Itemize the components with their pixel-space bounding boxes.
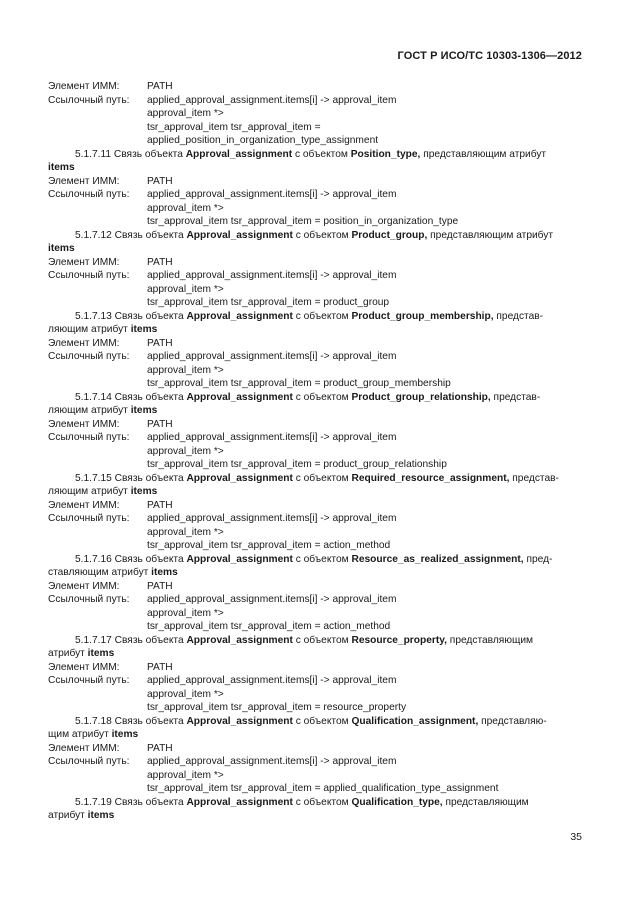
imm-element-row (48, 80, 582, 94)
heading-term: Approval_assignment (186, 391, 293, 403)
heading-term: Position_type, (350, 148, 421, 160)
reference-path-value: applied_approval_assignment.items[i] -> approval_item (147, 270, 397, 281)
imm-element-row (48, 337, 582, 351)
imm-value: PATH (147, 499, 173, 511)
heading-term: Approval_assignment (186, 229, 293, 241)
heading-text: с объектом (292, 796, 352, 808)
section-heading (48, 634, 582, 648)
imm-label: Элемент ИММ: (48, 742, 120, 754)
reference-path-label: Ссылочный путь: (48, 351, 130, 362)
reference-path-continuation: tsr_approval_item tsr_approval_item = action_method (147, 540, 391, 551)
section-heading-continuation (48, 485, 582, 499)
imm-element-row (48, 256, 582, 270)
document-body (48, 80, 582, 823)
reference-path-row (48, 512, 582, 526)
heading-text: 5.1.7.15 Связь объекта (75, 472, 187, 484)
reference-path-value: applied_approval_assignment.items[i] -> approval_item (147, 94, 397, 106)
heading-text: с объектом (292, 715, 352, 727)
reference-path-label: Ссылочный путь: (48, 675, 130, 686)
heading-term: Approval_assignment (186, 472, 293, 484)
reference-path-label: Ссылочный путь: (48, 513, 130, 524)
heading-text: с объектом (292, 391, 352, 403)
heading-term: items (48, 243, 75, 254)
section-heading-continuation (48, 566, 582, 580)
section-heading-continuation (48, 323, 582, 337)
standard-header: ГОСТ Р ИСО/ТС 10303-1306—2012 (397, 50, 582, 62)
reference-path-continuation: tsr_approval_item tsr_approval_item = product_group (147, 297, 390, 308)
heading-term: Approval_assignment (186, 310, 293, 322)
heading-text: представ- (509, 472, 559, 484)
imm-element-row (48, 661, 582, 675)
heading-text: щим атрибут (48, 729, 112, 740)
heading-term: Product_group, (351, 229, 428, 241)
heading-text: представляю- (478, 715, 547, 727)
reference-path-value: applied_approval_assignment.items[i] -> approval_item (147, 432, 397, 443)
section-heading (48, 796, 582, 810)
heading-term: Approval_assignment (185, 148, 293, 160)
heading-term: Qualification_type, (351, 796, 443, 808)
heading-term: items (130, 405, 158, 416)
heading-term: Product_group_relationship, (351, 391, 491, 403)
imm-label: Элемент ИММ: (48, 81, 120, 92)
heading-text: 5.1.7.19 Связь объекта (75, 796, 187, 808)
reference-path-value: applied_approval_assignment.items[i] -> approval_item (147, 594, 397, 605)
heading-text: 5.1.7.18 Связь объекта (75, 715, 187, 727)
section-heading-continuation (48, 809, 582, 823)
section-heading (48, 229, 582, 243)
section-heading (48, 553, 582, 567)
section-heading-continuation (48, 404, 582, 418)
heading-text: с объектом (292, 472, 352, 484)
section-heading (48, 148, 582, 162)
imm-value: PATH (147, 256, 173, 268)
imm-label: Элемент ИММ: (48, 418, 120, 430)
imm-value: PATH (147, 418, 173, 430)
heading-text: 5.1.7.13 Связь объекта (75, 310, 187, 322)
heading-text: представляющим (442, 796, 529, 808)
imm-label: Элемент ИММ: (48, 256, 120, 268)
reference-path-row (48, 431, 582, 445)
section-heading (48, 715, 582, 729)
reference-path-row (48, 593, 582, 607)
heading-text: с объектом (292, 148, 351, 160)
reference-path-continuation: tsr_approval_item tsr_approval_item = resource_property (147, 702, 407, 713)
reference-path-continuation: tsr_approval_item tsr_approval_item = position_in_organization_type (147, 216, 459, 227)
reference-path-continuation: approval_item *> (147, 445, 224, 457)
heading-text: представляющим атрибут (427, 229, 554, 241)
reference-path-value: applied_approval_assignment.items[i] -> approval_item (147, 675, 397, 686)
heading-text: представ- (493, 310, 544, 322)
imm-value: PATH (147, 742, 173, 754)
imm-value: PATH (147, 175, 173, 187)
heading-text: ляющим атрибут (48, 486, 131, 497)
heading-term: Resource_property, (351, 634, 447, 646)
reference-path-continuation: approval_item *> (147, 526, 224, 538)
heading-text: ляющим атрибут (48, 324, 131, 335)
reference-path-continuation: applied_position_in_organization_type_assignment (147, 135, 379, 146)
heading-text: ставляющим атрибут (48, 567, 152, 578)
heading-text: с объектом (292, 634, 352, 646)
reference-path-value: applied_approval_assignment.items[i] -> approval_item (147, 351, 397, 362)
heading-term: Approval_assignment (186, 634, 293, 646)
imm-value: PATH (147, 661, 173, 673)
heading-term: Approval_assignment (186, 553, 293, 565)
reference-path-label: Ссылочный путь: (48, 270, 130, 281)
heading-text: представляющим (446, 634, 534, 646)
imm-value: PATH (147, 580, 173, 592)
heading-text: с объектом (292, 229, 352, 241)
heading-text: 5.1.7.11 Связь объекта (75, 148, 186, 160)
section-heading-continuation (48, 161, 582, 175)
imm-label: Элемент ИММ: (48, 499, 120, 511)
reference-path-label: Ссылочный путь: (48, 189, 130, 200)
heading-term: items (130, 486, 158, 497)
heading-text: с объектом (292, 310, 352, 322)
section-heading (48, 391, 582, 405)
reference-path-value: applied_approval_assignment.items[i] -> approval_item (147, 756, 397, 767)
reference-path-continuation: tsr_approval_item tsr_approval_item = action_method (147, 621, 391, 632)
heading-text: 5.1.7.14 Связь объекта (75, 391, 187, 403)
reference-path-continuation: approval_item *> (147, 108, 224, 119)
reference-path-row (48, 188, 582, 202)
reference-path-row (48, 94, 582, 108)
imm-label: Элемент ИММ: (48, 175, 120, 187)
reference-path-label: Ссылочный путь: (48, 432, 130, 443)
heading-term: items (48, 162, 75, 173)
reference-path-value: applied_approval_assignment.items[i] -> approval_item (147, 513, 397, 524)
heading-text: атрибут (48, 810, 88, 821)
imm-label: Элемент ИММ: (48, 580, 120, 592)
heading-term: Approval_assignment (186, 796, 293, 808)
reference-path-continuation: approval_item *> (147, 769, 224, 781)
reference-path-row (48, 755, 582, 769)
reference-path-label: Ссылочный путь: (48, 94, 130, 106)
heading-term: items (130, 324, 158, 335)
reference-path-row (48, 674, 582, 688)
heading-term: Product_group_membership, (351, 310, 494, 322)
reference-path-continuation: approval_item *> (147, 688, 224, 700)
imm-element-row (48, 499, 582, 513)
section-heading-continuation (48, 242, 582, 256)
page-number: 35 (570, 831, 582, 843)
reference-path-continuation: approval_item *> (147, 364, 224, 376)
reference-path-continuation: approval_item *> (147, 607, 224, 619)
section-heading (48, 472, 582, 486)
imm-label: Элемент ИММ: (48, 337, 120, 349)
heading-term: Resource_as_realized_assignment, (351, 553, 524, 565)
heading-text: ляющим атрибут (48, 405, 131, 416)
reference-path-continuation: tsr_approval_item tsr_approval_item = applied_qualification_type_assignment (147, 783, 499, 794)
heading-text: 5.1.7.12 Связь объекта (75, 229, 187, 241)
heading-term: items (87, 810, 115, 821)
section-heading-continuation (48, 728, 582, 742)
reference-path-continuation: approval_item *> (147, 202, 224, 214)
reference-path-continuation: tsr_approval_item tsr_approval_item = product_group_relationship (147, 459, 447, 470)
reference-path-label: Ссылочный путь: (48, 594, 130, 605)
heading-term: items (151, 567, 178, 578)
heading-text: 5.1.7.16 Связь объекта (75, 553, 187, 565)
reference-path-row (48, 269, 582, 283)
section-heading-continuation (48, 647, 582, 661)
imm-element-row (48, 418, 582, 432)
imm-element-row (48, 175, 582, 189)
reference-path-continuation: tsr_approval_item tsr_approval_item = product_group_membership (147, 378, 451, 389)
heading-term: Approval_assignment (186, 715, 293, 727)
section-heading (48, 310, 582, 324)
heading-term: items (87, 648, 115, 659)
heading-text: с объектом (292, 553, 352, 565)
reference-path-continuation: tsr_approval_item tsr_approval_item = (147, 121, 321, 133)
heading-text: пред- (523, 553, 553, 565)
reference-path-continuation: approval_item *> (147, 283, 224, 295)
imm-element-row (48, 742, 582, 756)
heading-term: Required_resource_assignment, (351, 472, 510, 484)
imm-value: PATH (147, 337, 173, 349)
heading-text: представляющим атрибут (420, 148, 547, 160)
heading-text: 5.1.7.17 Связь объекта (75, 634, 187, 646)
imm-element-row (48, 580, 582, 594)
heading-text: атрибут (48, 648, 88, 659)
imm-label: Элемент ИММ: (48, 661, 120, 673)
reference-path-row (48, 350, 582, 364)
reference-path-label: Ссылочный путь: (48, 756, 130, 767)
imm-value: PATH (147, 81, 173, 92)
heading-term: items (111, 729, 139, 740)
heading-text: представ- (490, 391, 541, 403)
reference-path-value: applied_approval_assignment.items[i] -> approval_item (147, 189, 397, 200)
heading-term: Qualification_assignment, (351, 715, 479, 727)
